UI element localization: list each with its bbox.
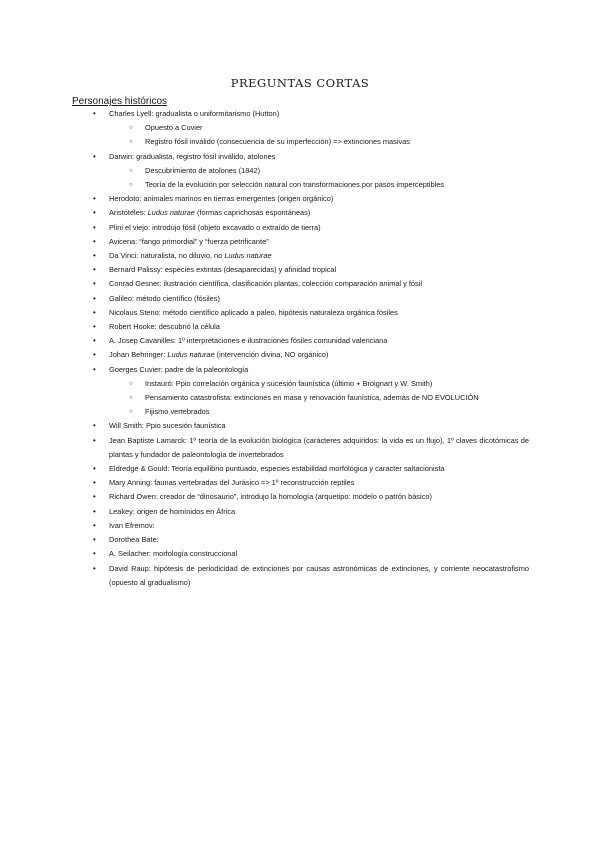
sub-list-item: ○ Pensamiento catastrofista: extinciones en masa y renovación faunística, además de NO EVOLUCIÓN xyxy=(145,391,529,405)
list-item: • Eldredge & Gould: Teoría equilibrio puntuado, especies estabilidad morfológica y caracter saltacionista xyxy=(109,462,529,476)
bullet-list xyxy=(109,107,529,590)
list-item: • Avicena: “fango primordial” y “fuerza petrificante” xyxy=(109,235,529,249)
list-item: • Dorothea Bate: xyxy=(109,533,529,547)
list-item: • Robert Hooke: descubrió la célula xyxy=(109,320,529,334)
list-item: • Johan Behringer: Ludus naturae (intervención divina, NO orgánico) xyxy=(109,348,529,362)
sub-list-item: ○ Opuesto a Cuvier xyxy=(145,121,529,135)
list-item: • Will Smith: Ppio sucesión faunística xyxy=(109,419,529,433)
list-item: • Leakey: origen de homínidos en África xyxy=(109,505,529,519)
list-item: • Mary Anning: faunas vertebradas del Jurásico => 1º reconstrucción reptiles xyxy=(109,476,529,490)
list-item: • Charles Lyell: gradualista o uniformitarismo (Hutton) ○ Opuesto a Cuvier ○ Registro fósil inválido (consecuencia de su imperfección) => extinciones masivas xyxy=(109,107,529,150)
page-title: PREGUNTAS CORTAS xyxy=(230,76,370,90)
list-item: • David Raup: hipótesis de periodicidad de extinciones por causas astronómicas de extinciones, y corriente neocatastrofismo (opuesto al gradualismo) xyxy=(109,562,529,590)
list-item: • Plini el viejo: introdujo fósil (objeto excavado o extraído de tierra) xyxy=(109,221,529,235)
list-item: • A. Seilacher: morfología construccional xyxy=(109,547,529,561)
list-item: • Bernard Palissy: especies extintas (desaparecidas) y afinidad tropical xyxy=(109,263,529,277)
list-item: • Richard Owen: creador de “dinosaurio”, introdujo la homología (arquetipo: modelo o patrón básico) xyxy=(109,490,529,504)
sub-list-item: ○ Instauró: Ppio correlación orgánica y sucesión faunística (último + Broignart y W. Smith) xyxy=(145,377,529,391)
list-item: • Galileo: método científico (fósiles) xyxy=(109,292,529,306)
sub-list-item: ○ Registro fósil inválido (consecuencia de su imperfección) => extinciones masivas xyxy=(145,135,529,149)
list-item: • Ivan Efremov: xyxy=(109,519,529,533)
section-heading: Personajes históricos xyxy=(72,96,168,107)
list-item: • A. Josep Cavanilles: 1º interpretaciones e ilustraciones fósiles comunidad valenciana xyxy=(109,334,529,348)
sub-list-item: ○ Descubrimiento de atolones (1842) xyxy=(145,164,529,178)
sub-list-item: ○ Fijismo vertebrados xyxy=(145,405,529,419)
sub-list-item: ○ Teoría de la evolución por selección natural con transformaciones por pasos imperceptibles xyxy=(145,178,529,192)
list-item: • Da Vinci: naturalista, no diluvio, no Ludus naturae xyxy=(109,249,529,263)
list-item: • Herodoto: animales marinos en tierras emergentes (origen orgánico) xyxy=(109,192,529,206)
list-item: • Nicolaus Steno: método científico aplicado a paleo, hipótesis naturaleza orgánica fósiles xyxy=(109,306,529,320)
list-item: • Conrad Gesner: ilustración científica, clasificación plantas, colección comparación animal y fósil xyxy=(109,277,529,291)
list-item: • Goerges Cuvier: padre de la paleontología ○ Instauró: Ppio correlación orgánica y sucesión faunística (último + Broignart y W. Smith) ○ Pensamiento catastrofista: extinciones en masa y renovación faunística, además de NO EVOLUCIÓN ○ Fijismo vertebrados xyxy=(109,363,529,420)
list-item: • Jean Baptiste Lamarck: 1º teoría de la evolución biológica (carácteres adquiridos: la vida es un flujo), 1º claves dicotómicas de plantas y fundador de paleontología de invertebrados xyxy=(109,434,529,462)
list-item: • Darwin: gradualista, registro fósil inválido, atolones ○ Descubrimiento de atolones (1842) ○ Teoría de la evolución por selección natural con transformaciones por pasos imperceptibles xyxy=(109,150,529,193)
list-item: • Aristóteles: Ludus naturae (formas caprichosas espontáneas) xyxy=(109,206,529,220)
